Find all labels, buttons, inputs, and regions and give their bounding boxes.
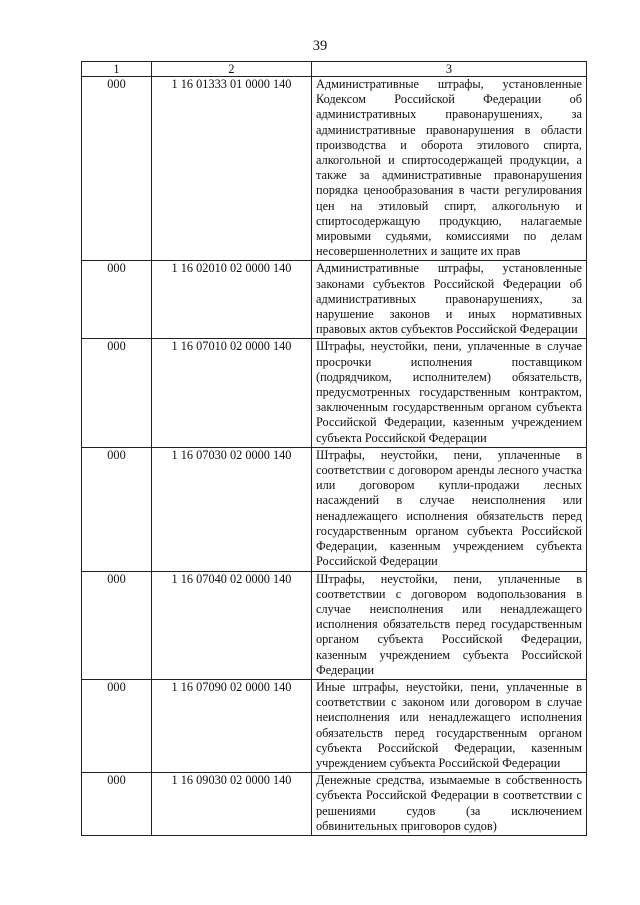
description-cell: Штрафы, неустойки, пени, уплаченные в случае просрочки исполнения поставщиком (подрядчиком, исполнителем) обязательств, предусмотренных государственным контрактом, заключенным государственным органом субъекта Российской Федерации, казенным учреждением субъекта Российской Федерации <box>312 339 587 447</box>
admin-code-cell: 000 <box>82 571 152 679</box>
revenue-codes-table <box>81 61 587 836</box>
table-row <box>82 571 587 679</box>
admin-code-cell: 000 <box>82 339 152 447</box>
header-col-3: 3 <box>312 62 587 77</box>
table-row <box>82 447 587 571</box>
admin-code-cell: 000 <box>82 679 152 772</box>
admin-code-cell: 000 <box>82 773 152 836</box>
page-number: 39 <box>312 38 328 54</box>
description-cell: Штрафы, неустойки, пени, уплаченные в соответствии с договором аренды лесного участка или договором купли-продажи лесных насаждений в случае неисполнения или ненадлежащего исполнения обязательств перед государственным органом субъекта Российской Федерации, казенным учреждением субъекта Российской Федерации <box>312 447 587 571</box>
table-row <box>82 261 587 339</box>
header-col-1: 1 <box>82 62 152 77</box>
table-row <box>82 77 587 261</box>
admin-code-cell: 000 <box>82 261 152 339</box>
description-cell: Штрафы, неустойки, пени, уплаченные в соответствии с договором водопользования в случае неисполнения или ненадлежащего исполнения обязательств перед государственным органом субъекта Российской Федерации, казенным учреждением субъекта Российской Федерации <box>312 571 587 679</box>
kbk-code-cell: 1 16 07030 02 0000 140 <box>152 447 312 571</box>
table-row <box>82 339 587 447</box>
table-row <box>82 773 587 836</box>
kbk-code-cell: 1 16 07090 02 0000 140 <box>152 679 312 772</box>
description-cell: Административные штрафы, установленные законами субъектов Российской Федерации об административных правонарушениях, за нарушение законов и иных нормативных правовых актов субъектов Российской Федерации <box>312 261 587 339</box>
kbk-code-cell: 1 16 07010 02 0000 140 <box>152 339 312 447</box>
description-cell: Иные штрафы, неустойки, пени, уплаченные в соответствии с законом или договором в случае неисполнения или ненадлежащего исполнения обязательств перед государственным органом субъекта Российской Федерации, казенным учреждением субъекта Российской Федерации <box>312 679 587 772</box>
kbk-code-cell: 1 16 02010 02 0000 140 <box>152 261 312 339</box>
kbk-code-cell: 1 16 07040 02 0000 140 <box>152 571 312 679</box>
kbk-code-cell: 1 16 09030 02 0000 140 <box>152 773 312 836</box>
table-header-row <box>82 62 587 77</box>
description-cell: Административные штрафы, установленные Кодексом Российской Федерации об административных правонарушениях, за административные правонарушения в области производства и оборота этилового спирта, алкогольной и спиртосодержащей продукции, а также за административные правонарушения порядка ценообразования в части регулирования цен на этиловый спирт, алкогольную и спиртосодержащую продукцию, налагаемые мировыми судьями, комиссиями по делам несовершеннолетних и защите их прав <box>312 77 587 261</box>
kbk-code-cell: 1 16 01333 01 0000 140 <box>152 77 312 261</box>
table-row <box>82 679 587 772</box>
admin-code-cell: 000 <box>82 77 152 261</box>
header-col-2: 2 <box>152 62 312 77</box>
admin-code-cell: 000 <box>82 447 152 571</box>
description-cell: Денежные средства, изымаемые в собственность субъекта Российской Федерации в соответствии с решениями судов (за исключением обвинительных приговоров судов) <box>312 773 587 836</box>
